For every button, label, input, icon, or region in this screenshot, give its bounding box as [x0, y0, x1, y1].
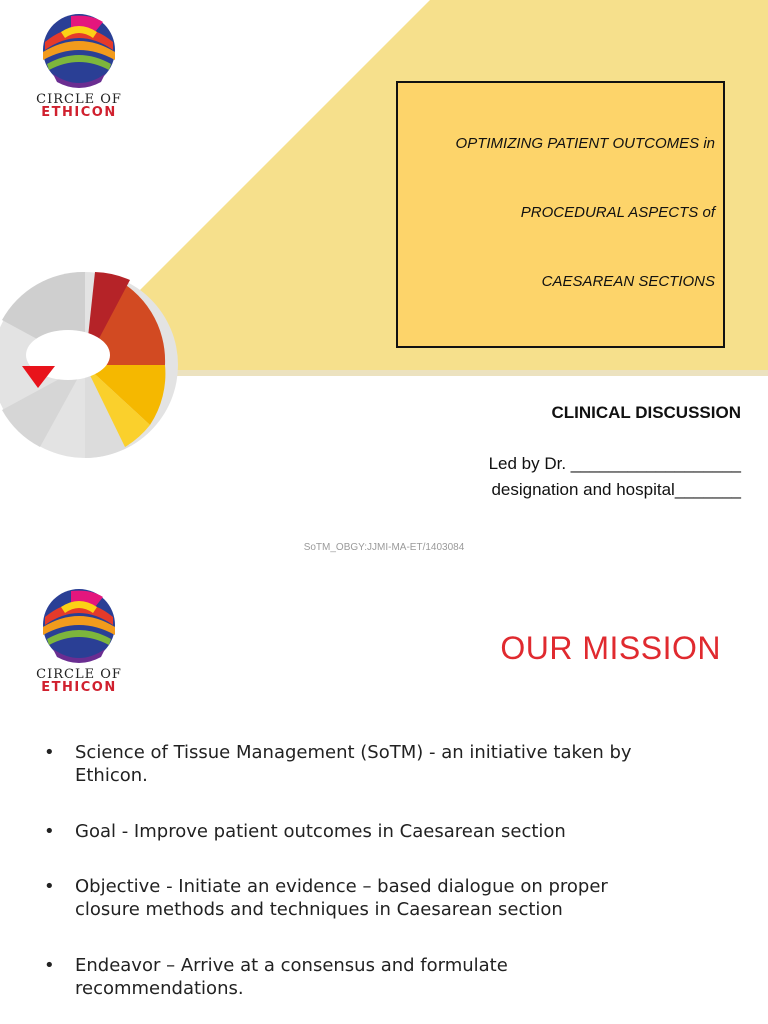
bullet-text: Objective - Initiate an evidence – based dialogue on proper closure methods and techniques in Caesarean section: [75, 876, 608, 920]
led-by-text: Led by Dr. __________________: [488, 454, 741, 473]
title-line-3: CAESAREAN SECTIONS: [541, 273, 715, 290]
mission-slide: [0, 575, 768, 1024]
logo-text-circle-of: CIRCLE OF: [36, 92, 122, 107]
mission-title: OUR MISSION: [500, 630, 721, 666]
bullet-text: Endeavor – Arrive at a consensus and formulate recommendations.: [75, 955, 508, 999]
logo-text-ethicon: ETHICON: [41, 680, 117, 695]
logo-text-ethicon: ETHICON: [41, 105, 117, 120]
ethicon-globe-icon: [31, 587, 127, 665]
clinical-discussion-heading: CLINICAL DISCUSSION: [551, 403, 741, 422]
title-line-2: PROCEDURAL ASPECTS of: [520, 204, 715, 221]
circle-of-ethicon-logo-2: [31, 587, 127, 695]
title-box: [396, 81, 725, 348]
bullet-dot: •: [44, 821, 55, 842]
bullet-text: Goal - Improve patient outcomes in Caesarean section: [75, 821, 566, 842]
logo-text-circle-of: CIRCLE OF: [36, 667, 122, 682]
color-wheel-graphic: [0, 272, 178, 458]
footer-code: SoTM_OBGY:JJMI-MA-ET/1403084: [303, 542, 465, 553]
bullet-dot: •: [44, 955, 55, 976]
circle-of-ethicon-logo: [31, 12, 127, 120]
bullet-dot: •: [44, 876, 55, 897]
bullet-text: Science of Tissue Management (SoTM) - an initiative taken by Ethicon.: [75, 742, 632, 786]
designation-text: designation and hospital_______: [491, 480, 741, 499]
bullet-dot: •: [44, 742, 55, 763]
ethicon-globe-icon: [31, 12, 127, 90]
title-line-1: OPTIMIZING PATIENT OUTCOMES in: [455, 135, 715, 152]
